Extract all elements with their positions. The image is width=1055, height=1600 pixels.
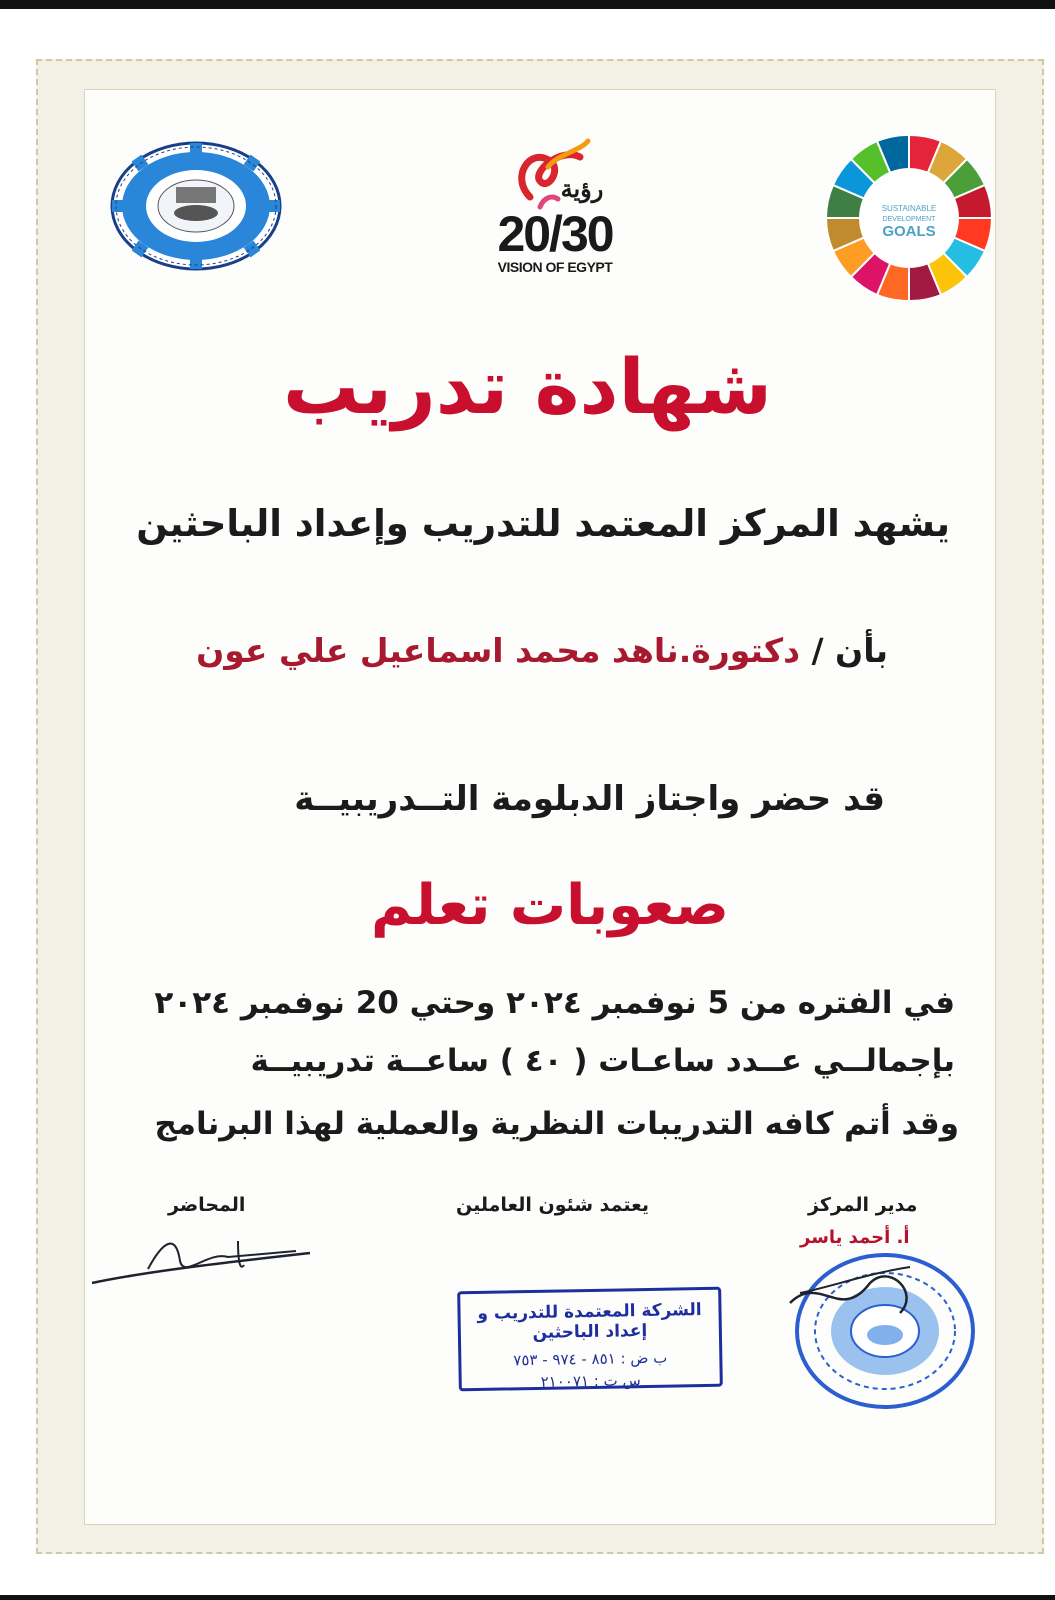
- gear-seal-logo: [110, 141, 282, 271]
- period-line: في الفتره من 5 نوفمبر ٢٠٢٤ وحتي 20 نوفمبر ٢٠٢٤: [154, 985, 955, 1021]
- stamp-commercial-reg: س ت : ٢١٠٠٧١: [540, 1371, 641, 1391]
- stamp-company: الشركة المعتمدة للتدريب و إعداد الباحثين: [477, 1300, 702, 1344]
- director-label: مدير المركز: [808, 1194, 918, 1216]
- vision-arabic-word: رؤية: [560, 176, 604, 203]
- hours-line: بإجمالــي عــدد ساعـات ( ٤٠ ) ساعــة تدريبيــة: [250, 1043, 955, 1079]
- lecturer-label: المحاضر: [168, 1194, 246, 1216]
- certifies-line: يشهد المركز المعتمد للتدريب وإعداد الباحثين: [136, 502, 950, 545]
- company-stamp: [457, 1287, 723, 1392]
- recipient-line: [196, 631, 888, 670]
- sdg-line2: DEVELOPMENT: [882, 216, 936, 223]
- hr-label: يعتمد شئون العاملين: [456, 1194, 650, 1216]
- completed-line: وقد أتم كافه التدريبات النظرية والعملية لهذا البرنامج: [154, 1106, 959, 1142]
- certificate-title: شهادة تدريب: [283, 342, 772, 431]
- sdg-line3: GOALS: [882, 223, 936, 240]
- attended-line: قد حضر واجتاز الدبلومة التــدريبيــة: [294, 779, 885, 819]
- vision-year: 20/30: [497, 206, 613, 262]
- recipient-name: دكتورة.ناهد محمد اسماعيل علي عون: [196, 631, 801, 670]
- sdg-wheel-logo: [824, 133, 994, 303]
- course-name: صعوبات تعلم: [370, 873, 730, 938]
- sdg-line1: SUSTAINABLE: [881, 204, 937, 213]
- vision-2030-logo: [470, 137, 640, 277]
- director-round-stamp: [780, 1243, 980, 1413]
- lecturer-signature: [88, 1221, 318, 1291]
- vision-caption: VISION OF EGYPT: [497, 259, 613, 275]
- director-name: أ. أحمد ياسر: [800, 1227, 910, 1248]
- stamp-tax-id: ب ض : ٨٥١ - ٩٧٤ - ٧٥٣: [513, 1348, 668, 1370]
- recipient-prefix: بأن /: [800, 631, 888, 670]
